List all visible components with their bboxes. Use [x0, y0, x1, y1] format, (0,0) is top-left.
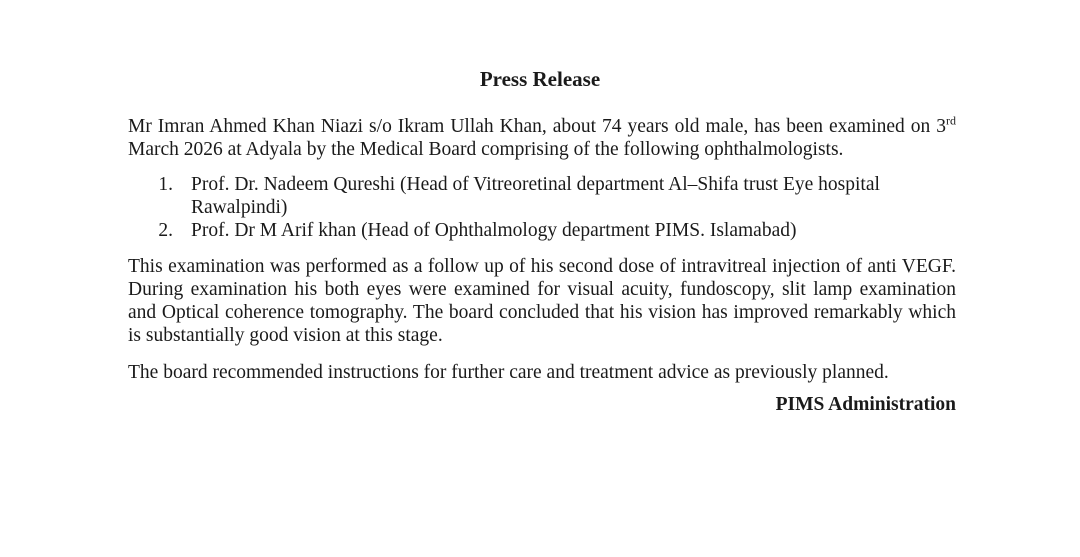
- board-members-list: [128, 173, 956, 242]
- list-text: Prof. Dr. Nadeem Qureshi (Head of Vitreoretinal department Al–Shifa trust Eye hospital Rawalpindi): [191, 174, 880, 218]
- intro-text-part2: March 2026 at Adyala by the Medical Board comprising of the following ophthalmologists.: [128, 139, 844, 160]
- intro-text-part1: Mr Imran Ahmed Khan Niazi s/o Ikram Ullah Khan, about 74 years old male, has been examined on 3: [128, 116, 946, 137]
- list-number: 2.: [158, 220, 173, 241]
- intro-superscript: rd: [946, 113, 956, 128]
- list-item: [128, 173, 956, 219]
- list-text: Prof. Dr M Arif khan (Head of Ophthalmology department PIMS. Islamabad): [191, 220, 797, 241]
- list-number: 1.: [158, 174, 173, 195]
- document-title: Press Release: [479, 67, 601, 91]
- signature: PIMS Administration: [775, 394, 956, 415]
- document-body: [128, 115, 956, 416]
- list-item: [128, 219, 956, 242]
- recommendation-paragraph: The board recommended instructions for further care and treatment advice as previously planned.: [128, 362, 889, 383]
- intro-paragraph: [128, 115, 956, 161]
- examination-paragraph: This examination was performed as a follow up of his second dose of intravitreal injection of anti VEGF. During examination his both eyes were examined for visual acuity, fundoscopy, slit lamp examination and Optical coherence tomography. The board concluded that his vision has improved remarkably which is substantially good vision at this stage.: [128, 256, 956, 346]
